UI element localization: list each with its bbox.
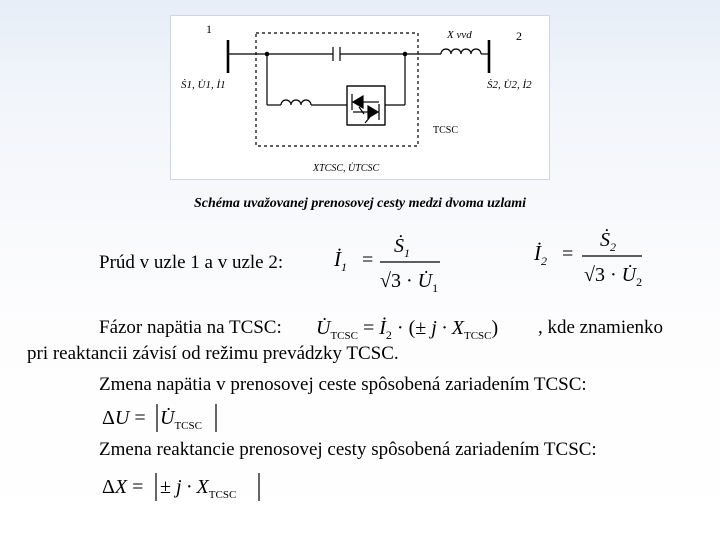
circuit-svg bbox=[171, 16, 549, 179]
svg-text:± j · XTCSC: ± $j \cdot X_{TCSC}$ bbox=[160, 476, 237, 501]
reactance-change-text: Zmena reaktancie prenosovej cesty spôsobená zariadením TCSC: bbox=[99, 439, 597, 460]
svg-text:U̇TCSC: $U̇_{TCSC}$ bbox=[160, 407, 202, 432]
node2-label: 2 bbox=[516, 29, 522, 43]
voltage-change-formula-text: ΔU = bbox=[102, 407, 146, 429]
formula2-eq: = bbox=[562, 243, 574, 265]
junction-left bbox=[265, 52, 270, 57]
voltage-change-text: Zmena napätia v prenosovej ceste spôsobená zariadením TCSC: bbox=[99, 374, 587, 395]
phasor-text-after: , kde znamienko bbox=[538, 317, 664, 338]
reactance-change-formula-text: ΔX = bbox=[102, 476, 144, 498]
line-inductor-symbol bbox=[441, 49, 481, 54]
xvd-label: X vvd bbox=[447, 29, 472, 41]
current-formula-2 bbox=[530, 226, 650, 293]
capacitor-symbol bbox=[333, 47, 340, 61]
formula1-num: Ṡ$_1$ bbox=[394, 235, 410, 260]
tcsc-label: TCSC bbox=[433, 125, 459, 136]
formula1-eq: = bbox=[362, 249, 374, 271]
phasor-text-line2: pri reaktancii závisí od režimu prevádzky TCSC. bbox=[27, 343, 399, 364]
current-formula-1 bbox=[330, 232, 450, 299]
formula2-lhs: $İ_2$ bbox=[534, 241, 547, 268]
phasor-text: Fázor napätia na TCSC: bbox=[99, 317, 282, 338]
formula2-num: Ṡ$_2$ bbox=[600, 229, 616, 254]
node1-label: 1 bbox=[206, 22, 212, 36]
junction-right bbox=[403, 52, 408, 57]
figure-caption: Schéma uvažovanej prenosovej cesty medzi dvoma uzlami bbox=[193, 196, 527, 211]
formula1-den: $√3 \cdot U̇_1$ bbox=[380, 270, 439, 294]
right-quantities-label: Ṡ2, U̇2, İ2 bbox=[487, 79, 532, 91]
formula2-den: $√3 \cdot U̇_2$ bbox=[584, 264, 643, 288]
formula1-lhs: $İ_1$ bbox=[334, 247, 347, 274]
tcsc-reactor-symbol bbox=[281, 100, 311, 105]
tcsc-circuit-diagram bbox=[170, 15, 550, 180]
left-quantities-label: Ṡ1, U̇1, İ1 bbox=[181, 79, 226, 91]
bottom-quantities-label: XTCSC, U̇TCSC bbox=[313, 163, 380, 174]
reactance-change-formula bbox=[100, 469, 270, 510]
phasor-formula-text: $U̇_{TCSC}$ = $İ_2$ · (± $j \cdot X_{TCSC}$) bbox=[316, 317, 499, 342]
tcsc-dashed-boundary bbox=[256, 33, 418, 146]
voltage-change-formula bbox=[100, 400, 230, 441]
currents-text: Prúd v uzle 1 a v uzle 2: bbox=[99, 252, 284, 273]
thyristor-pair-symbol bbox=[347, 86, 385, 125]
